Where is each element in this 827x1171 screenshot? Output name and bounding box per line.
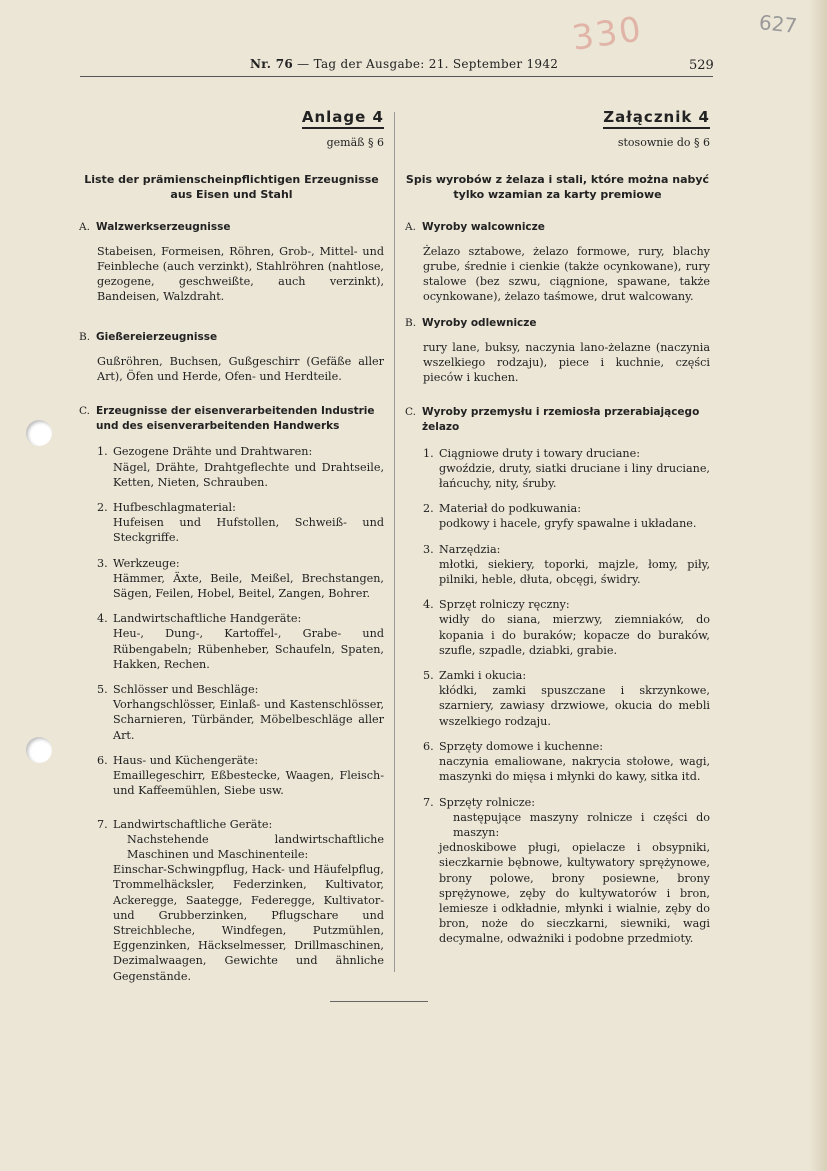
item-number: 6.: [97, 753, 108, 767]
annex-subtitle: stosownie do § 6: [617, 136, 710, 150]
punch-hole-top: [26, 420, 52, 446]
item-number: 6.: [423, 739, 434, 753]
page-header: [250, 57, 558, 71]
list-item: [423, 795, 710, 947]
section-body: Żelazo sztabowe, żelazo formowe, rury, blachy grube, średnie i cienkie (także ocynkowane), rury stalowe (bez szwu, ciągnione, spawane, także ocynkowane), żelazo taśmowe, drut walcowany.: [423, 244, 710, 304]
annex-heading: [79, 110, 384, 150]
annex-title: Załącznik 4: [603, 110, 710, 129]
page-edge: [809, 0, 827, 1171]
section-letter: A.: [79, 221, 90, 234]
item-number: 7.: [423, 795, 434, 809]
section-body: Gußröhren, Buchsen, Gußgeschirr (Gefäße aller Art), Öfen und Herde, Ofen- und Herdteile.: [97, 354, 384, 383]
item-body: gwoździe, druty, siatki druciane i liny druciane, łańcuchy, nity, śruby.: [439, 461, 710, 491]
list-item: [97, 817, 384, 984]
item-title: Hufbeschlagmaterial:: [113, 501, 236, 515]
polish-column: [405, 110, 710, 947]
item-intro: Nachstehende landwirtschaftliche Maschinen und Maschinenteile:: [127, 832, 384, 861]
item-title: Sprzęty domowe i kuchenne:: [439, 739, 604, 753]
item-title: Landwirtschaftliche Handgeräte:: [113, 612, 302, 626]
item-title: Gezogene Drähte und Drahtwaren:: [113, 445, 313, 459]
end-rule: [330, 1001, 428, 1002]
section-heading: Wyroby walcownicze: [422, 221, 545, 234]
list-title: Liste der prämienscheinpflichtigen Erzeugnisse aus Eisen und Stahl: [84, 173, 379, 202]
item-title: Sprzęt rolniczy ręczny:: [439, 598, 570, 612]
punch-hole-bottom: [26, 737, 52, 763]
list-item: [97, 611, 384, 672]
issue-date: — Tag der Ausgabe: 21. September 1942: [293, 57, 559, 71]
page-number: 529: [689, 58, 714, 73]
item-number: 5.: [97, 683, 108, 697]
item-body: Hämmer, Äxte, Beile, Meißel, Brechstangen, Sägen, Feilen, Hobel, Beitel, Zangen, Bohrer.: [113, 571, 384, 601]
list-item: [423, 446, 710, 492]
annex-title: Anlage 4: [302, 110, 384, 129]
list-item: [97, 682, 384, 743]
item-title: Zamki i okucia:: [439, 669, 527, 683]
item-number: 1.: [97, 445, 108, 459]
item-body: widły do siana, mierzwy, ziemniaków, do kopania i do buraków; kopacze do buraków, szufle, szpadle, dziabki, grabie.: [439, 613, 710, 657]
section-heading: Wyroby przemysłu i rzemiosła przerabiającego żelazo: [422, 406, 700, 434]
section-letter: A.: [405, 221, 416, 234]
item-body: podkowy i hacele, gryfy spawalne i układane.: [439, 517, 697, 531]
item-body: Heu-, Dung-, Kartoffel-, Grabe- und Rübengabeln; Rübenheber, Schaufeln, Spaten, Hakken, Rechen.: [113, 627, 384, 671]
section-letter: B.: [405, 317, 417, 330]
item-body: Einschar-Schwingpflug, Hack- und Häufelpflug, Trommelhäcksler, Federzinken, Kultivator, Ackeregge, Saategge, Federegge, Kultivator- und Grubberzinken, Pflugschare und Streichbleche, Windfegen, Putzmühlen, Eggenzinken, Häckselmesser, Drillmaschinen, Dezimalwaagen, Gewichte und ähnliche Gegenstände.: [113, 863, 384, 983]
item-title: Ciągniowe druty i towary druciane:: [439, 446, 640, 460]
section-c: [79, 404, 384, 434]
item-number: 4.: [423, 598, 434, 612]
list-item: [97, 444, 384, 490]
item-title: Materiał do podkuwania:: [439, 502, 581, 516]
issue-number: Nr. 76: [250, 57, 294, 71]
section-b: [405, 316, 710, 385]
item-title: Haus- und Küchengeräte:: [113, 753, 259, 767]
item-number: 2.: [97, 501, 108, 515]
item-title: Narzędzia:: [439, 542, 501, 556]
page-stamp: 330: [569, 9, 646, 59]
item-number: 5.: [423, 669, 434, 683]
section-b: [79, 330, 384, 384]
section-body: Stabeisen, Formeisen, Röhren, Grob-, Mittel- und Feinbleche (auch verzinkt), Stahlröhren (nahtlose, gezogene, geschweißte, auch verzinkt), Bandeisen, Walzdraht.: [97, 244, 384, 304]
list-item: [423, 668, 710, 729]
pencil-annotation: 627: [757, 10, 799, 38]
column-divider: [394, 112, 395, 972]
item-number: 2.: [423, 502, 434, 516]
section-letter: C.: [405, 406, 416, 419]
list-item: [423, 542, 710, 588]
section-a: [405, 220, 710, 304]
item-body: Nägel, Drähte, Drahtgeflechte und Drahtseile, Ketten, Nieten, Schrauben.: [113, 460, 384, 489]
item-title: Landwirtschaftliche Geräte:: [113, 817, 273, 831]
annex-subtitle: gemäß § 6: [326, 136, 384, 150]
section-c: [405, 405, 710, 435]
item-number: 4.: [97, 612, 108, 626]
list-item: [97, 500, 384, 546]
item-number: 7.: [97, 817, 108, 831]
list-title: Spis wyrobów z żelaza i stali, które można nabyć tylko wzamian za karty premiowe: [405, 173, 710, 202]
item-number: 3.: [423, 542, 434, 556]
german-column: [79, 110, 384, 984]
item-body: Hufeisen und Hufstollen, Schweiß- und Steckgriffe.: [113, 516, 384, 545]
item-body: Vorhangschlösser, Einlaß- und Kastenschlösser, Scharnieren, Türbänder, Möbelbeschläge aller Art.: [113, 698, 384, 742]
list-item: [97, 556, 384, 602]
list-item: [97, 753, 384, 799]
section-heading: Gießereierzeugnisse: [96, 331, 218, 344]
item-body: młotki, siekiery, toporki, majzle, łomy, piły, pilniki, heble, dłuta, obcęgi, świdry.: [439, 557, 710, 587]
annex-heading: [405, 110, 710, 150]
section-heading: Erzeugnisse der eisenverarbeitenden Industrie und des eisenverarbeitenden Handwerks: [96, 405, 375, 433]
item-intro: następujące maszyny rolnicze i części do maszyn:: [453, 810, 710, 839]
item-body: naczynia emaliowane, nakrycia stołowe, wagi, maszynki do mięsa i młynki do kawy, sitka itd.: [439, 755, 710, 784]
item-number: 3.: [97, 556, 108, 570]
item-title: Schlösser und Beschläge:: [113, 683, 259, 697]
list-item: [423, 597, 710, 658]
section-body: rury lane, buksy, naczynia lano-żelazne (naczynia wszelkiego rodzaju), piece i kuchnie, części pieców i kuchen.: [423, 340, 710, 385]
item-number: 1.: [423, 446, 434, 460]
section-letter: C.: [79, 405, 90, 418]
item-body: jednoskibowe pługi, opielacze i obsypniki, sieczkarnie bębnowe, kultywatory sprężynowe, brony polowe, brony posiewne, brony sprężynowe, zęby do kultywatorów i bron, lemiesze i odkładnie, młynki i wialnie, zęby do bron, noże do sieczkarni, siewniki, wagi decymalne, odważniki i podobne przedmioty.: [439, 841, 710, 946]
section-letter: B.: [79, 331, 91, 344]
item-title: Sprzęty rolnicze:: [439, 795, 536, 809]
section-a: [79, 220, 384, 304]
header-rule: [80, 76, 713, 77]
item-title: Werkzeuge:: [113, 556, 180, 570]
section-heading: Wyroby odlewnicze: [422, 317, 537, 330]
list-item: [423, 739, 710, 785]
item-body: Emaillegeschirr, Eßbestecke, Waagen, Fleisch- und Kaffeemühlen, Siebe usw.: [113, 769, 384, 798]
item-body: kłódki, zamki spuszczane i skrzynkowe, szarniery, zawiasy drzwiowe, okucia do mebli wszelkiego rodzaju.: [439, 684, 710, 728]
list-item: [423, 501, 710, 531]
section-heading: Walzwerkserzeugnisse: [96, 221, 231, 234]
